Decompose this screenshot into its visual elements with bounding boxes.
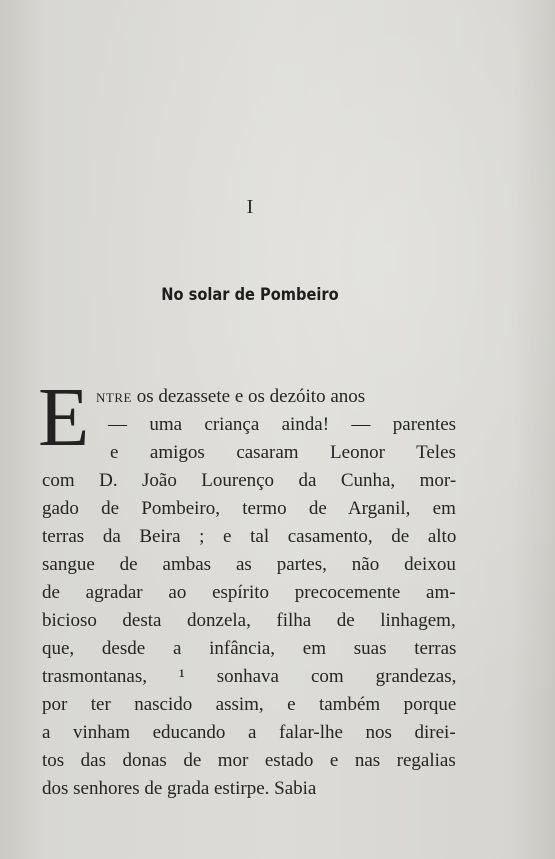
text-line-1 — [96, 386, 456, 408]
line-text: os dezassete e os dezóito anos — [136, 386, 366, 407]
text-line-3: e amigos casaram Leonor Teles — [110, 442, 456, 463]
chapter-title: No solar de Pombeiro — [161, 285, 339, 305]
text-line-11: trasmontanas, ¹ sonhava com grandezas, — [42, 666, 457, 687]
drop-cap: E — [38, 371, 90, 464]
text-line-8: de agradar ao espírito precocemente am- — [42, 582, 456, 603]
text-line-15: dos senhores de grada estirpe. Sabia — [42, 778, 317, 799]
text-line-12: por ter nascido assim, e também porque — [42, 694, 457, 715]
first-word-rest: ntre — [96, 386, 132, 407]
bleed-through-texture — [400, 60, 550, 320]
text-line-10: que, desde a infância, em suas terras — [42, 638, 457, 659]
text-line-9: bicioso desta donzela, filha de linhagem, — [42, 610, 456, 631]
text-line-5: gado de Pombeiro, termo de Arganil, em — [42, 498, 456, 519]
chapter-number: I — [246, 196, 254, 218]
text-line-4: com D. João Lourenço da Cunha, mor- — [42, 470, 457, 491]
text-line-13: a vinham educando a falar-lhe nos direi- — [42, 722, 456, 743]
text-line-7: sangue de ambas as partes, não deixou — [42, 554, 456, 575]
text-line-6: terras da Beira ; e tal casamento, de alto — [42, 526, 457, 547]
text-line-14: tos das donas de mor estado e nas regalias — [42, 750, 456, 771]
text-line-2: — uma criança ainda! — parentes — [108, 414, 457, 435]
